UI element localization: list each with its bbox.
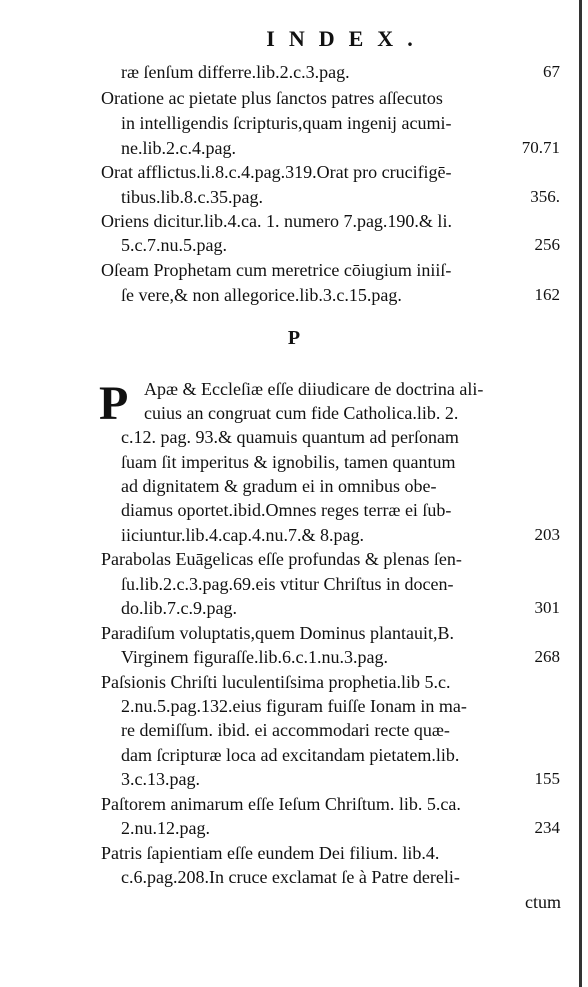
index-entry-text: in intelligendis ſcripturis,quam ingenij acumi- (121, 113, 452, 133)
page-edge (579, 0, 582, 987)
index-page-number: 301 (534, 598, 560, 617)
drop-cap: P (99, 377, 129, 430)
index-line (0, 111, 560, 135)
index-line (0, 890, 560, 914)
index-line (0, 233, 560, 257)
index-line (0, 209, 560, 233)
index-line (0, 86, 560, 110)
index-line (0, 60, 560, 84)
index-line (0, 401, 560, 425)
index-line (0, 136, 560, 160)
index-entry-text: Paſsionis Chriſti luculentiſsima prophetia.lib 5.c. (101, 672, 451, 692)
index-page-number: 256 (534, 235, 560, 254)
index-entry-text: Patris ſapientiam eſſe eundem Dei filium. lib.4. (101, 843, 440, 863)
index-entry-text: Apæ & Eccleſiæ eſſe diiudicare de doctrina ali- (144, 379, 484, 399)
index-entry-text: diamus oportet.ibid.Omnes reges terræ ei ſub- (121, 500, 452, 520)
index-entry-text: Paſtorem animarum eſſe Ieſum Chriſtum. lib. 5.ca. (101, 794, 461, 814)
index-line (0, 258, 560, 282)
index-line (0, 283, 560, 307)
index-line (0, 160, 560, 184)
index-entry-text: iiciuntur.lib.4.cap.4.nu.7.& 8.pag. (121, 525, 364, 545)
index-entry-text: tibus.lib.8.c.35.pag. (121, 187, 263, 207)
index-page-number: 70.71 (521, 138, 560, 157)
index-line (0, 377, 560, 401)
index-line (0, 621, 560, 645)
index-line (0, 425, 560, 449)
index-page-number: 356. (530, 187, 560, 206)
index-entry-text: ſe vere,& non allegorice.lib.3.c.15.pag. (121, 285, 402, 305)
index-entry-text: Oriens dicitur.lib.4.ca. 1. numero 7.pag.190.& li. (101, 211, 452, 231)
index-line (0, 841, 560, 865)
index-entry-text: re demiſſum. ibid. ei accommodari recte quæ- (121, 720, 450, 740)
section-letter: P (287, 327, 301, 349)
page-header: INDEX. (266, 26, 427, 51)
index-entry-text: 5.c.7.nu.5.pag. (121, 235, 227, 255)
index-page-number: 67 (543, 62, 560, 81)
index-line (0, 645, 560, 669)
index-line (0, 572, 560, 596)
index-line (0, 865, 560, 889)
index-line (0, 474, 560, 498)
index-entry-text: Virginem figuraſſe.lib.6.c.1.nu.3.pag. (121, 647, 389, 667)
index-line (0, 792, 560, 816)
index-line (0, 596, 560, 620)
index-page-number: 234 (534, 818, 560, 837)
index-entry-text: Oratione ac pietate plus ſanctos patres aſſecutos (101, 88, 443, 108)
index-entry-text: c.6.pag.208.In cruce exclamat ſe à Patre dereli- (121, 867, 460, 887)
index-entry-text: c.12. pag. 93.& quamuis quantum ad perſonam (121, 427, 459, 447)
index-entry-text: do.lib.7.c.9.pag. (121, 598, 237, 618)
index-line (0, 185, 560, 209)
index-page-number: 162 (534, 285, 560, 304)
index-line (0, 450, 560, 474)
index-entry-text: 2.nu.5.pag.132.eius figuram fuiſſe Ionam in ma- (121, 696, 467, 716)
index-line (0, 498, 560, 522)
index-page-number: 268 (534, 647, 560, 666)
index-entry-text: dam ſcripturæ loca ad excitandam pietatem.lib. (121, 745, 460, 765)
index-line (0, 694, 560, 718)
index-page-number: 155 (534, 769, 560, 788)
index-line (0, 718, 560, 742)
index-line (0, 523, 560, 547)
index-entry-text: ſu.lib.2.c.3.pag.69.eis vtitur Chriſtus in docen- (121, 574, 454, 594)
index-entry-text: 3.c.13.pag. (121, 769, 200, 789)
index-entry-text: 2.nu.12.pag. (121, 818, 210, 838)
index-entry-text: Oſeam Prophetam cum meretrice cōiugium iniiſ- (101, 260, 452, 280)
index-entry-text: ad dignitatem & gradum ei in omnibus obe- (121, 476, 437, 496)
index-entry-text: ctum (525, 892, 561, 912)
index-entry-text: cuius an congruat cum fide Catholica.lib. 2. (144, 403, 459, 423)
index-line (0, 767, 560, 791)
index-entry-text: ſuam ſit imperitus & ignobilis, tamen quantum (121, 452, 456, 472)
index-line (0, 816, 560, 840)
index-entry-text: Parabolas Euāgelicas eſſe profundas & plenas ſen- (101, 549, 462, 569)
index-entry-text: Paradiſum voluptatis,quem Dominus plantauit,B. (101, 623, 454, 643)
index-line (0, 670, 560, 694)
index-entry-text: ræ ſenſum differre.lib.2.c.3.pag. (121, 62, 350, 82)
index-line (0, 743, 560, 767)
index-entry-text: ne.lib.2.c.4.pag. (121, 138, 236, 158)
index-line (0, 547, 560, 571)
index-page-number: 203 (534, 525, 560, 544)
index-entry-text: Orat afflictus.li.8.c.4.pag.319.Orat pro crucifigē- (101, 162, 452, 182)
